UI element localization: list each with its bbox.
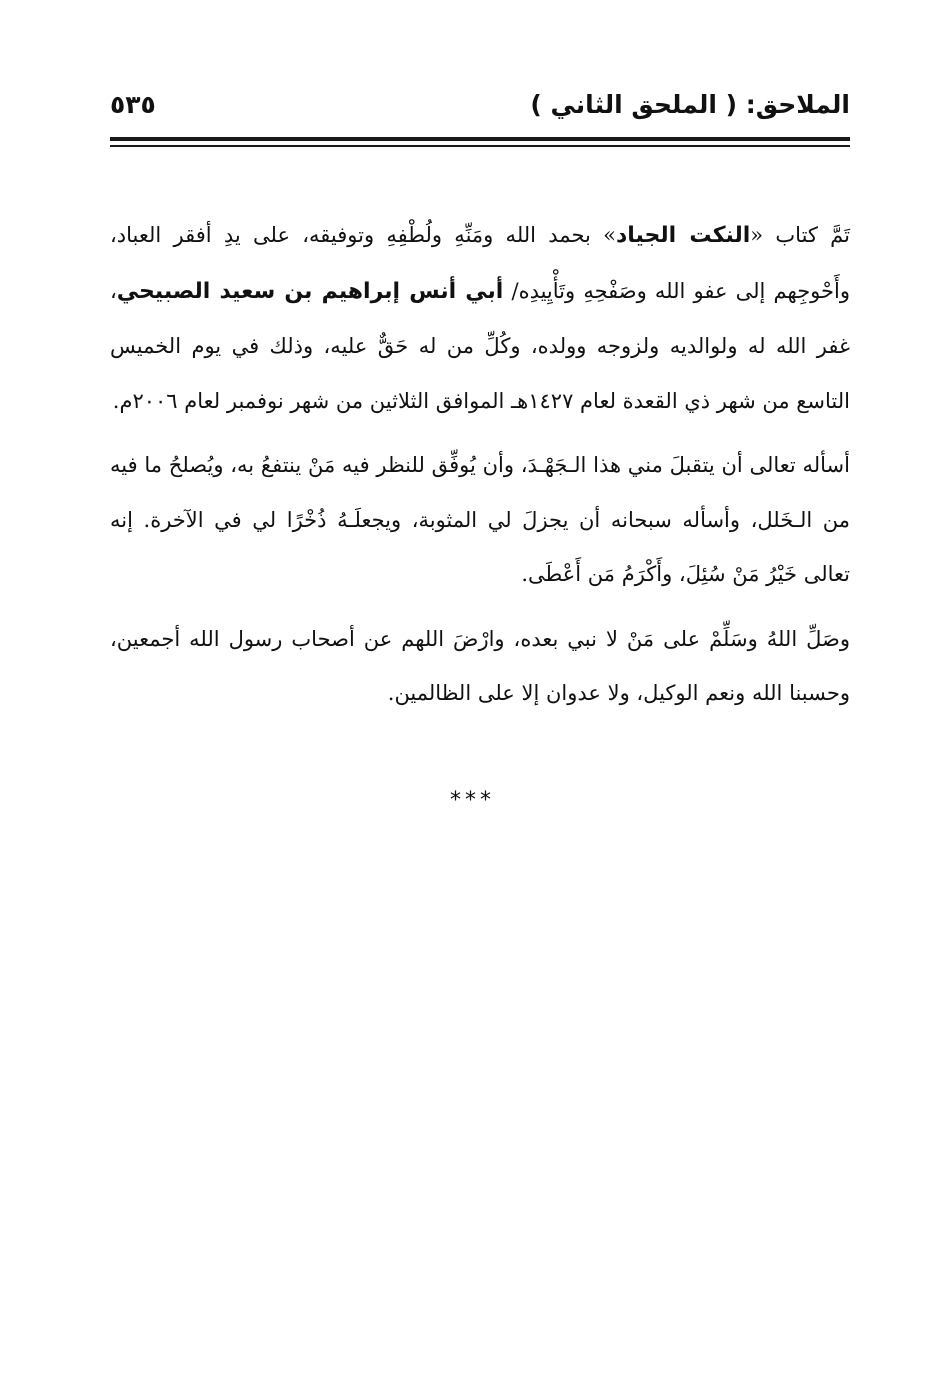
author-name: أبي أنس إبراهيم بن سعيد الصبيحي (116, 278, 504, 304)
running-title: الملاحق: ( الملحق الثاني ) (530, 90, 850, 119)
closing-paragraph: وصَلِّ اللهُ وسَلِّمْ على مَنْ لا نبي بعده، وارْضَ اللهم عن أصحاب رسول الله أجمعين، وحسبنا الله ونعم الوكيل، ولا عدوان إلا على الظالمين. (110, 626, 850, 705)
main-text (110, 208, 850, 731)
colophon-paragraph (110, 208, 850, 428)
colophon-text-middle: » بحمد الله ومَنِّهِ ولُطْفِهِ وتوفيقه، على يدِ أفقر العباد، وأَحْوجِهم إلى عفو الله وصَفْحِهِ وتَأْيِيدِه/ (110, 223, 850, 303)
header-rule-thick (110, 137, 850, 141)
header-rule-thin (110, 145, 850, 147)
colophon-text-end: ، غفر الله له ولوالديه ولزوجه وولده، وكُلِّ من له حَقٌّ عليه، وذلك في يوم الخميس التاسع من شهر ذي القعدة لعام ١٤٢٧هـ الموافق الثلاثين من شهر نوفمبر لعام ٢٠٠٦م. (110, 278, 850, 413)
page-number: ٥٣٥ (110, 90, 156, 119)
page-header (110, 88, 850, 128)
supplication-paragraph: أسأله تعالى أن يتقبلَ مني هذا الـجَهْـدَ، وأن يُوفِّق للنظر فيه مَنْ ينتفعُ به، ويُصلحُ ما فيه من الـخَلل، وأسأله سبحانه أن يجزلَ لي المثوبة، ويجعلَـهُ ذُخْرًا لي في الآخرة. إنه تعالى خَيْرُ مَنْ سُئِلَ، وأَكْرَمُ مَن أَعْطَى. (110, 453, 850, 586)
colophon-text-start: تَمَّ كتاب « (750, 223, 850, 247)
end-separator: *** (450, 788, 495, 813)
book-title: النكت الجياد (615, 223, 751, 248)
